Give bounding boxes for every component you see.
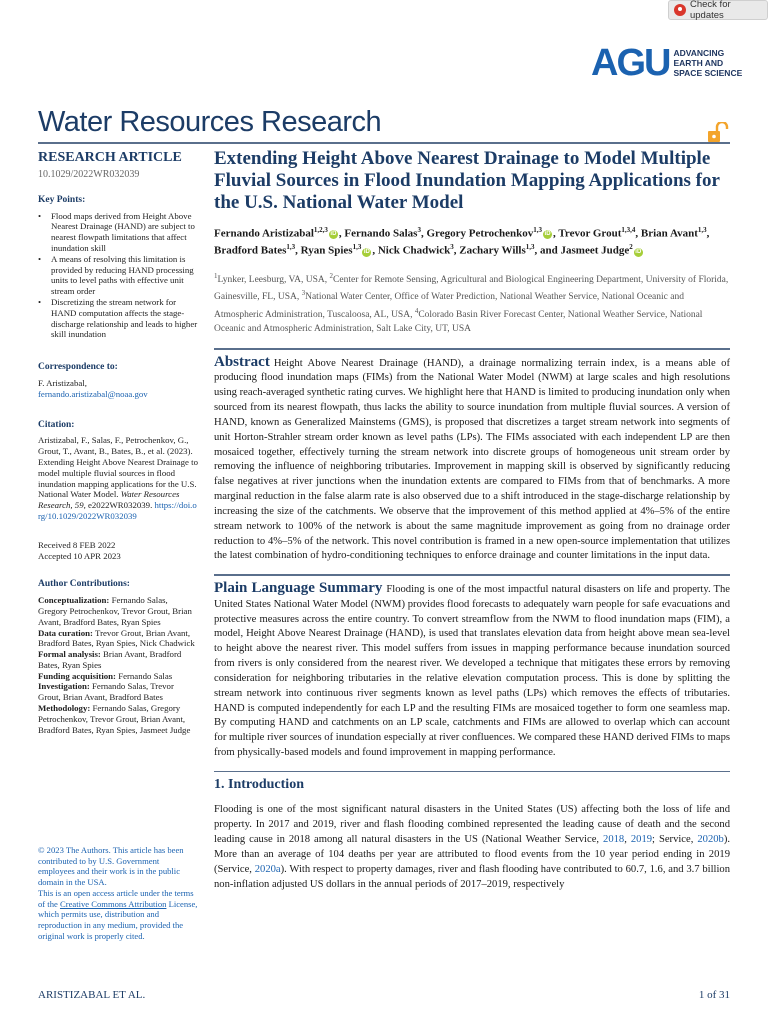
contribution-role: Methodology: <box>38 703 91 714</box>
pls-rule <box>214 574 730 576</box>
author-name: Trevor Grout <box>558 227 622 240</box>
affiliations <box>214 270 730 336</box>
author-separator: , <box>553 227 559 240</box>
contribution-names: Fernando Salas, Gregory Petrochenkov, Trevor Grout, Brian Avant, Bradford Bates, Ryan Spies <box>38 595 192 627</box>
author-separator: , <box>372 244 378 257</box>
contributions-heading: Author Contributions: <box>38 579 130 590</box>
main-column <box>214 148 730 893</box>
crossmark-icon <box>674 4 686 16</box>
contribution-names: Brian Avant, Bradford Bates, Ryan Spies <box>38 649 182 670</box>
orcid-icon[interactable]: iD <box>330 231 337 238</box>
author-separator: , <box>338 227 345 240</box>
pls-heading: Plain Language Summary <box>214 579 383 596</box>
abstract <box>214 355 730 565</box>
author-name: Ryan Spies <box>300 244 353 257</box>
author-affiliation-marker: 1,3 <box>525 243 535 252</box>
author-name: Gregory Petrochenkov <box>426 227 534 240</box>
citation-doi-link[interactable]: https://doi.org/10.1029/2022WR032039 <box>38 500 197 521</box>
author-affiliation-marker: 3 <box>450 243 454 252</box>
author-contributions <box>38 579 198 735</box>
contribution-entry <box>38 649 198 671</box>
accepted-date: Accepted 10 APR 2023 <box>38 550 121 561</box>
sidebar <box>38 150 198 749</box>
article-doi: 10.1029/2022WR032039 <box>38 169 140 180</box>
plain-language-summary <box>214 581 730 761</box>
introduction-text <box>214 803 730 892</box>
author-name: Fernando Salas <box>344 227 418 240</box>
citation-link[interactable]: 2018 <box>603 834 625 846</box>
agu-tagline <box>673 48 742 78</box>
journal-title: Water Resources Research <box>38 106 382 138</box>
check-for-updates-label: Check for updates <box>689 0 731 21</box>
contribution-names: Fernando Salas, Gregory Petrochenkov, Trevor Grout, Brian Avant, Bradford Bates, Ryan Spies, Jasmeet Judge <box>38 703 191 735</box>
key-points <box>38 195 198 340</box>
citation-body <box>38 435 198 521</box>
article-type: RESEARCH ARTICLE <box>38 150 182 165</box>
author-list <box>214 223 730 258</box>
author-separator: , <box>295 244 301 257</box>
contribution-entry <box>38 671 198 682</box>
contribution-names: Fernando Salas <box>118 670 173 681</box>
license-terms <box>38 888 198 942</box>
key-point-item: • Flood maps derived from Height Above Nearest Drainage (HAND) are subject to nearest flowpath limitations that affect inundation skill <box>38 211 198 254</box>
agu-logo <box>591 44 742 82</box>
check-for-updates-button[interactable] <box>668 0 768 20</box>
abstract-heading: Abstract <box>214 353 270 370</box>
author-name: Jasmeet Judge <box>560 244 630 257</box>
contribution-entry <box>38 595 198 627</box>
intro-rule <box>214 771 730 773</box>
correspondence <box>38 362 198 399</box>
open-access-lock-icon <box>705 122 731 144</box>
intro-text-segment: ; Service, <box>652 834 698 846</box>
contribution-names: Fernando Salas, Trevor Grout, Brian Avant, Bradford Bates <box>38 681 174 703</box>
affiliation-text: Center for Remote Sensing, Agricultural and Biological Engineering Department, University of Florida, Gainesville, FL, USA, <box>214 275 729 303</box>
author-separator: , and <box>534 244 561 257</box>
orcid-icon[interactable]: iD <box>635 248 642 255</box>
author-affiliation-marker: 1,2,3 <box>313 225 328 234</box>
citation-link[interactable]: 2019 <box>630 834 653 846</box>
author-affiliation-marker: 1,3 <box>286 243 296 252</box>
contribution-role: Investigation: <box>38 681 90 692</box>
author-name: Nick Chadwick <box>377 244 451 257</box>
citation-journal: Water Resources Research, 59 <box>38 489 180 511</box>
license-notice <box>38 845 198 941</box>
license-copyright: © 2023 The Authors. This article has been contributed to by U.S. Government employees and their work is in the public domain in the USA. <box>38 845 184 888</box>
author-separator: , <box>420 227 427 240</box>
author-name: Fernando Aristizabal <box>214 227 314 240</box>
intro-text-segment: ). With respect to property damages, river and flash flooding have contributed to 60.7, 1.6, and 3.7 billion non-inflation adjusted US dollars in the annual periods of 2017–2019, respectively <box>214 863 731 890</box>
agu-tag-line: SPACE SCIENCE <box>673 68 743 78</box>
introduction-heading: 1. Introduction <box>214 777 304 793</box>
agu-tag-line: ADVANCING <box>673 48 725 58</box>
license-terms-text: This is an open access article under the terms of the <box>38 887 194 909</box>
creative-commons-link[interactable]: Creative Commons Attribution <box>59 898 167 909</box>
received-date: Received 8 FEB 2022 <box>38 539 116 550</box>
key-points-list <box>38 211 198 341</box>
running-footer-authors: ARISTIZABAL ET AL. <box>38 989 146 1001</box>
author-name: Bradford Bates <box>214 244 287 257</box>
key-point-item: • Discretizing the stream network for HAND computation affects the stage-discharge relationship and leads to higher skill inundation <box>38 297 198 340</box>
author-name: Brian Avant <box>640 227 698 240</box>
key-points-heading: Key Points: <box>38 194 86 205</box>
contribution-entry <box>38 628 198 650</box>
author-separator: , <box>453 244 460 257</box>
abstract-text: Height Above Nearest Drainage (HAND), a drainage normalizing terrain index, is a means able of producing flood inundation maps (FIMs) from the National Water Model (NWM) at large scales and high resolutions using reach-averaged synthetic rating curves. We highlight here that HAND is limited to producing inundation only when sourced from its nearest flowpath, thus lacks the ability to source inundation from multiple fluvial sources. A version of HAND, known as Generalized Mainstems (GMS), is proposed that discretizes a target stream network into segments of unit Horton-Strahler stream order known as level paths (LPs). The FIMs associated with each independent LP are then mosaiced together, effectively turning the stream network into discrete groups of homogeneous unit stream order by removing the influence of neighboring tributaries. Improvement in mapping skill is observed by significantly reducing false negatives at river junctions when the inundation extents are compared to FIMs from that of benchmarks. A more marginal reduction in the false alarm rate is also observed due to a shift introduced in the stage-discharge relationship by increasing the size of the catchments. We observe that the improvement of this method applied at 4%–5% of the entire stream network to 100% of the network is about the same magnitude improvement as going from no drainage order reduction to 4%–5% of the network. This novel contribution is framed in a new open-source implementation that utilizes the latest combination of hydro-conditioning techniques to enforce drainage and counter limitations in the input data. <box>214 357 730 562</box>
orcid-icon[interactable]: iD <box>544 231 551 238</box>
author-affiliation-marker: 1,3 <box>697 225 707 234</box>
intro-text-segment: Flooding is one of the most significant natural disasters in the United States (US) affecting both the loss of life and property. In 2017 and 2019, river and flash flooding combined represented the leading cause of death and the second leading cause in 2018 among all natural disasters in the US (National Weather Service, <box>214 804 730 846</box>
agu-mark: AGU <box>591 42 670 84</box>
affiliation-marker: 3 <box>301 289 306 298</box>
citation-link[interactable]: 2020a <box>254 863 281 875</box>
page-number: 1 of 31 <box>698 989 730 1001</box>
contribution-role: Formal analysis: <box>38 649 101 660</box>
author-affiliation-marker: 1,3 <box>533 225 543 234</box>
intro-text-segment: ). More than an average of 104 deaths per year are attributed to flood events from the 10 year period ending in 2019 (Service, <box>214 834 731 875</box>
citation-text: Aristizabal, F., Salas, F., Petrochenkov, G., Grout, T., Avant, B., Bates, B., et al. (2023). Extending Height Above Nearest Drainage to model multiple fluvial sources in flood inundation mapping applications for the U.S. National Water Model. <box>38 435 199 500</box>
pls-text: Flooding is one of the most impactful natural disasters on life and property. The United States National Water Model (NWM) provides flood forecasts to adequately warn people for safe evacuations and protective measures across the entire country. To convert streamflow from the NWM to flood inundation maps (FIM), a model, Height Above Nearest Drainage (HAND), is used that translates elevation data from height above mean sea-level to height above the nearest river. This model suffers from issues in mapping performance because inundation sourced from rivers is only considered from the nearest river. We developed a technique that mitigates these errors by removing consideration for neighboring tributaries in the relative elevation computation process. This is done by splitting the stream network into continuous river segments known as level paths (LPs) which removes the effects of tributaries. HAND is computed independently for each LP and the resulting FIMs are mosaiced together to form one seamless map. By computing HAND and catchments on an LP scale, catchments and FIMs are allowed to overlap which can account for multiple river sources of inundation especially at river confluences. We compared these HAND derived FIMs to maps from physically-based models and found improvement in mapping performance. <box>214 583 730 759</box>
intro-text-segment: , <box>624 834 631 846</box>
contribution-role: Funding acquisition: <box>38 670 116 681</box>
contribution-entry <box>38 703 198 735</box>
abstract-rule <box>214 348 730 350</box>
contribution-role: Conceptualization: <box>38 595 110 606</box>
citation <box>38 420 198 522</box>
author-affiliation-marker: 1,3 <box>352 243 362 252</box>
affiliation-marker: 1 <box>214 271 218 280</box>
agu-tag-line: EARTH AND <box>673 58 724 68</box>
citation-article: , e2022WR032039. <box>83 500 153 511</box>
orcid-icon[interactable]: iD <box>363 248 370 255</box>
correspondence-email-link[interactable]: fernando.aristizabal@noaa.gov <box>38 388 148 399</box>
correspondence-name: F. Aristizabal, <box>38 377 87 388</box>
affiliation-marker: 4 <box>414 307 419 316</box>
author-affiliation-marker: 1,3,4 <box>621 225 636 234</box>
author-affiliation-marker: 2 <box>629 243 633 252</box>
paper-title: Extending Height Above Nearest Drainage to Model Multiple Fluvial Sources in Flood Inundation Mapping Applications for the U.S. National Water Model <box>214 148 720 214</box>
dates <box>38 540 198 562</box>
author-name: Zachary Wills <box>459 244 526 257</box>
author-separator: , <box>635 227 641 240</box>
key-point-item: • A means of resolving this limitation is provided by reducing HAND processing units to level paths with effective unit stream order <box>38 254 198 297</box>
contribution-role: Data curation: <box>38 627 93 638</box>
citation-link[interactable]: 2020b <box>697 834 724 846</box>
contribution-names: Trevor Grout, Brian Avant, Bradford Bates, Ryan Spies, Nick Chadwick <box>38 627 195 649</box>
license-terms-text: License, which permits use, distribution and reproduction in any medium, provided the original work is properly cited. <box>38 898 198 941</box>
affiliation-text: Lynker, Leesburg, VA, USA, <box>217 275 330 286</box>
correspondence-heading: Correspondence to: <box>38 362 118 373</box>
affiliation-marker: 2 <box>329 271 334 280</box>
affiliation-text: Colorado Basin River Forecast Center, National Weather Service, National Oceanic and Atmospheric Administration, Salt Lake City, UT, USA <box>214 310 703 334</box>
citation-heading: Citation: <box>38 419 75 430</box>
contribution-entry <box>38 681 198 703</box>
header-rule <box>38 142 730 144</box>
author-affiliation-marker: 3 <box>417 225 421 234</box>
affiliation-text: National Water Center, Office of Water Prediction, National Weather Service, National Oceanic and Atmospheric Administration, Tuscaloosa, AL, USA, <box>214 292 684 321</box>
author-separator: , <box>706 227 710 240</box>
